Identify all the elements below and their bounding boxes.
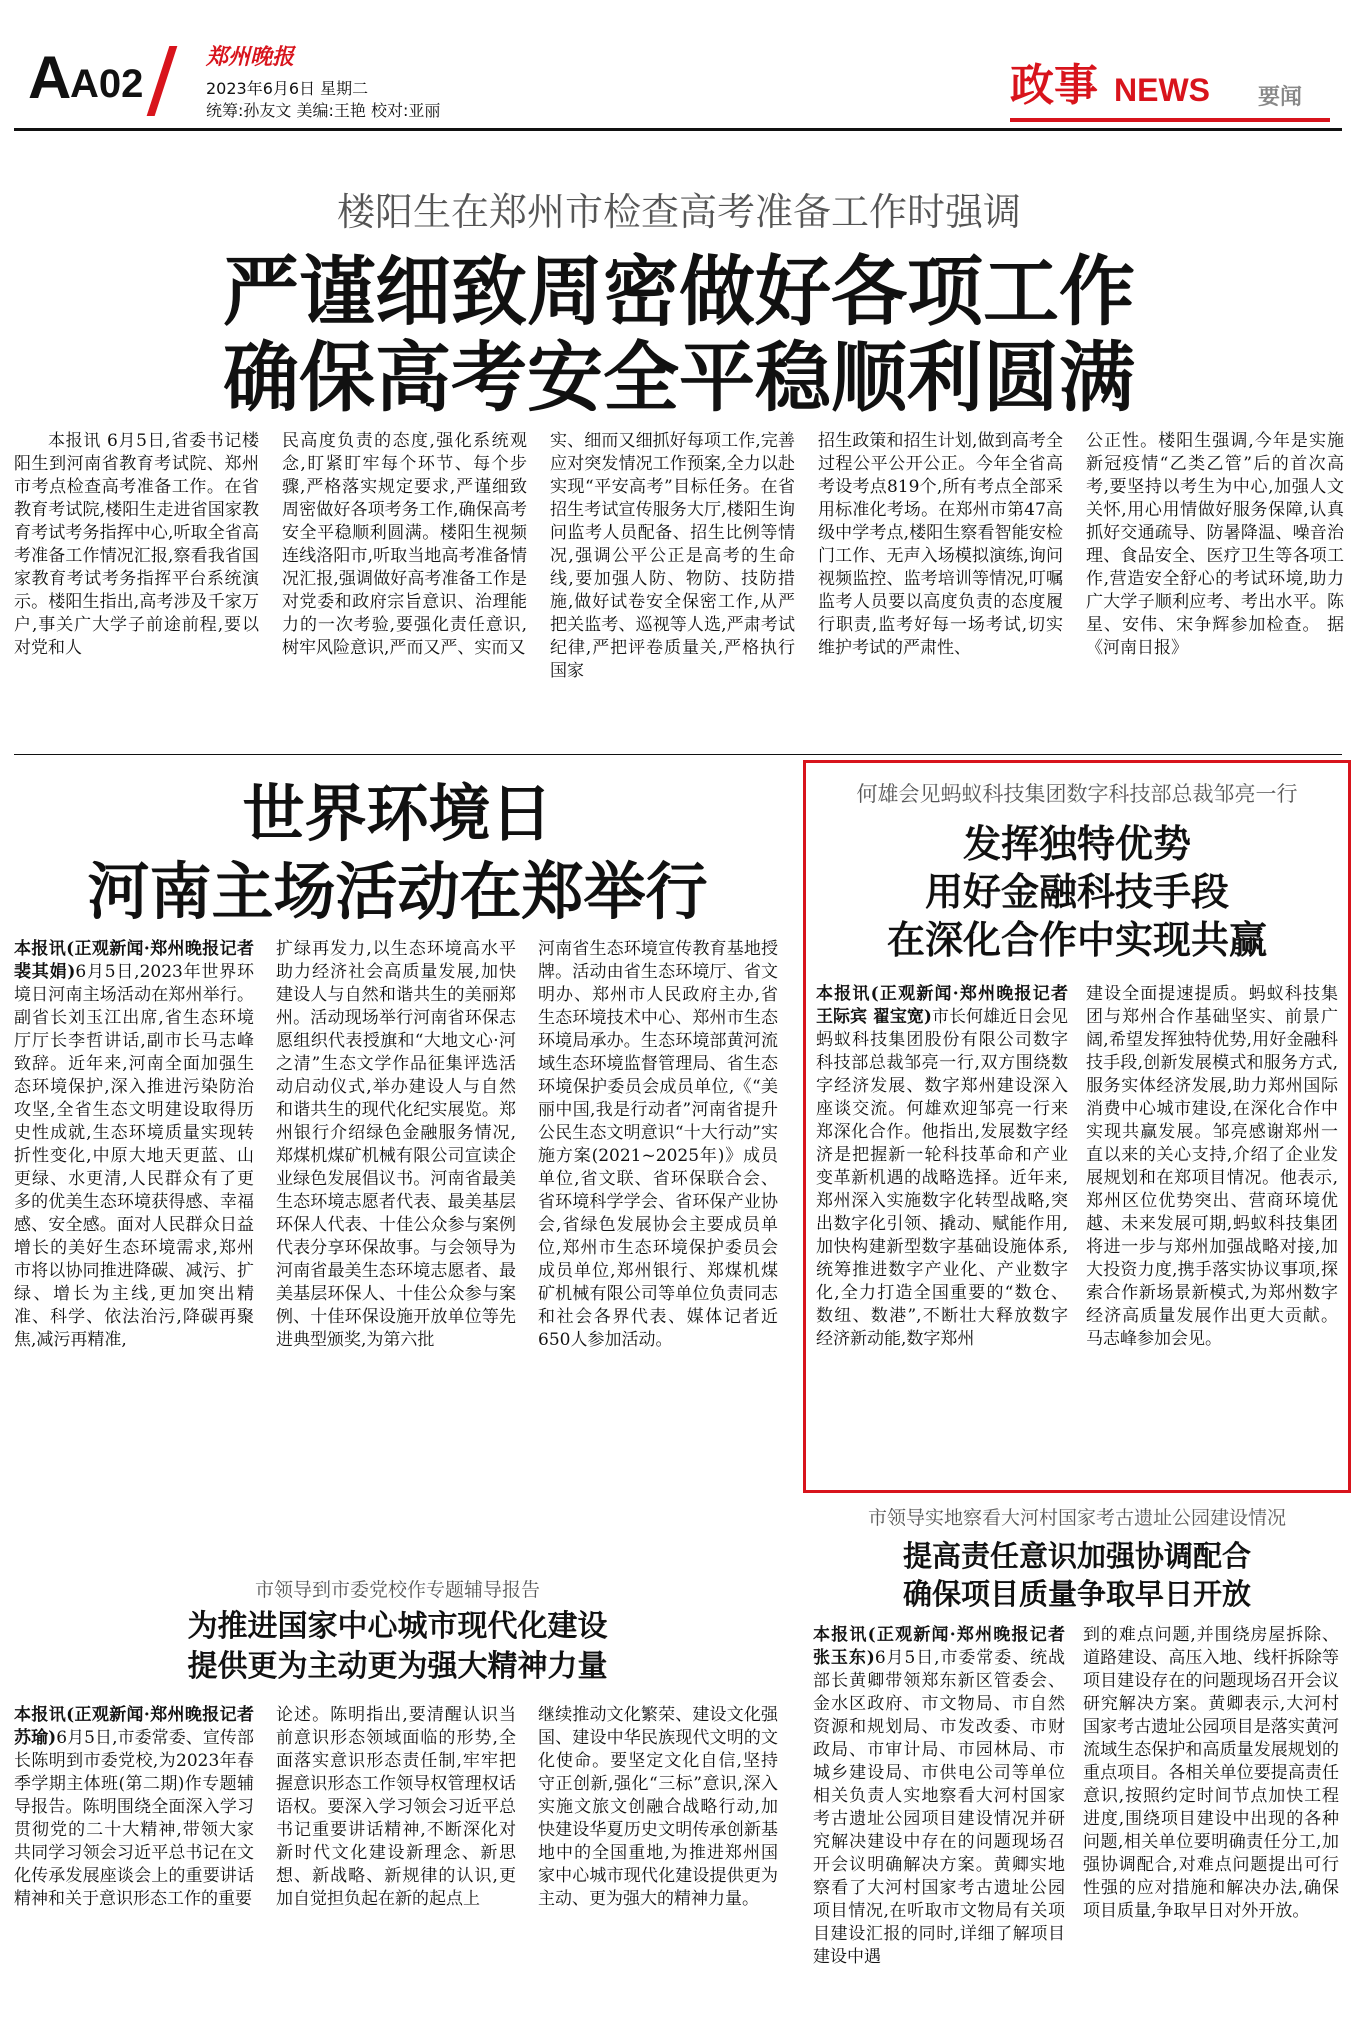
article-column (550, 430, 795, 752)
section-tab (1010, 58, 1330, 122)
issue-date: 2023年6月6日 星期二 (206, 79, 369, 98)
article-column (538, 938, 778, 1528)
article-body: 实、细而又细抓好每项工作,完善应对突发情况工作预案,全力以赴实现“平安高考”目标任务。在省招生考试宣传服务大厅,楼阳生询问监考人员配备、招生比例等情况,强调公平公正是高考的生命线,要加强人防、物防、技防措施,做好试卷安全保密工作,从严把关监考、巡视等人选,严肃考试纪律,严把评卷质量关,严格执行国家 (550, 431, 795, 681)
article-column (1083, 1624, 1339, 2034)
article-column (14, 1704, 254, 2029)
article-body: 本报讯 6月5日,省委书记楼阳生到河南省教育考试院、郑州市考点检查高考准备工作。在省教育考试院,楼阳生走进省国家教育考试考务指挥中心,听取全省高考准备工作情况汇报,察看我省国家教育考试考务指挥平台系统演示。楼阳生指出,高考涉及千家万户,事关广大学子前途前程,要以对党和人 (14, 431, 259, 658)
article-body: 河南省生态环境宣传教育基地授牌。活动由省生态环境厅、省文明办、郑州市人民政府主办,省生态环境技术中心、郑州市生态环境局承办。生态环境部黄河流域生态环境监督管理局、省生态环境保护委员会成员单位,《“美丽中国,我是行动者”河南省提升公民生态文明意识“十大行动”实施方案(2021~2025年)》成员单位,省文联、省环保联合会、省环境科学学会、省环保产业协会,省绿色发展协会主要成员单位,郑州市生态环境保护委员会成员单位,郑州银行、郑煤机煤矿机械有限公司等单位负责同志和社会各界代表、媒体记者近650人参加活动。 (538, 939, 778, 1350)
article-body: 建设全面提速提质。蚂蚁科技集团与郑州合作基础坚实、前景广阔,希望发挥独特优势,用好金融科技手段,创新发展模式和服务方式,服务实体经济发展,助力郑州国际消费中心城市建设,在深化合作中实现共赢发展。邹亮感谢郑州一直以来的关心支持,介绍了企业发展规划和在郑项目情况。他表示,郑州区位优势突出、营商环境优越、未来发展可期,蚂蚁科技集团将进一步与郑州加强战略对接,加大投资力度,携手落实协议事项,探索合作新场景新模式,为郑州数字经济高质量发展作出更大贡献。马志峰参加会见。 (1086, 984, 1338, 1349)
article-column (816, 983, 1068, 1483)
article-column (1086, 983, 1338, 1483)
article-dahecun (803, 1500, 1351, 2041)
article-ant-group-box (803, 760, 1351, 1493)
article-headline-line2: 确保项目质量争取早日开放 (902, 1577, 1251, 1611)
article-column (282, 430, 527, 752)
article-gaokao (0, 132, 1358, 762)
section-title-cn: 政事 (1010, 60, 1098, 111)
article-body: 扩绿再发力,以生态环境高水平助力经济社会高质量发展,加快建设人与自然和谐共生的美丽郑州。活动现场举行河南省环保志愿组织代表授旗和“大地文心·河之清”生态文学作品征集评选活动启动仪式,举办建设人与自然和谐共生的现代化纪实展览。郑州银行介绍绿色金融服务情况,郑煤机煤矿机械有限公司宣读企业绿色发展倡议书。河南省最美生态环境志愿者代表、最美基层环保人代表、十佳公众参与案例代表分享环保故事。与会领导为河南省最美生态环境志愿者、最美基层环保人、十佳公众参与案例、十佳环保设施开放单位等先进典型颁奖,为第六批 (276, 939, 516, 1350)
article-byline: 本报讯(正观新闻·郑州晚报记者 裴其娟) (14, 939, 254, 982)
article-column (538, 1704, 778, 2029)
masthead-rule (14, 128, 1342, 131)
article-headline-line3: 在深化合作中实现共赢 (886, 918, 1267, 962)
article-kicker: 楼阳生在郑州市检查高考准备工作时强调 (336, 190, 1021, 234)
article-column (276, 1704, 516, 2029)
article-headline-line1: 世界环境日 (242, 777, 553, 850)
article-headline-line2: 确保高考安全平稳顺利圆满 (223, 333, 1135, 422)
section-title-en: NEWS (1114, 72, 1210, 108)
article-environment-day (0, 756, 795, 1536)
article-body: 论述。陈明指出,要清醒认识当前意识形态领域面临的形势,全面落实意识形态责任制,牢牢把握意识形态工作领导权管理权话语权。要深入学习领会习近平总书记重要讲话精神,不断深化对新时代文化建设新理念、新思想、新战略、新规律的认识,更加自觉担负起在新的起点上 (276, 1705, 516, 1909)
article-byline: 本报讯(正观新闻·郑州晚报记者 苏瑜) (14, 1705, 254, 1748)
article-party-school (0, 1562, 795, 2041)
article-byline: 本报讯(正观新闻·郑州晚报记者 张玉东) (813, 1625, 1065, 1668)
masthead (0, 0, 1358, 130)
paper-name-logo: 郑州晚报 (206, 44, 295, 70)
article-headline-line2: 提供更为主动更为强大精神力量 (187, 1649, 608, 1684)
article-kicker: 市领导到市委党校作专题辅导报告 (254, 1579, 540, 1601)
article-column (14, 430, 259, 752)
divider (14, 754, 1342, 755)
article-headline-line1: 为推进国家中心城市现代化建设 (187, 1609, 608, 1644)
article-body: 6月5日,2023年世界环境日河南主场活动在郑州举行。副省长刘玉江出席,省生态环境厅厅长李哲讲话,副市长马志峰致辞。近年来,河南全面加强生态环境保护,深入推进污染防治攻坚,全省生态文明建设取得历史性成就,生态环境质量实现转折性变化,中原大地天更蓝、山更绿、水更清,人民群众有了更多的优美生态环境获得感、幸福感、安全感。面对人民群众日益增长的美好生态环境需求,郑州市将以协同推进降碳、减污、扩绿、增长为主线,更加突出精准、科学、依法治污,降碳再聚焦,减污再精准, (14, 962, 254, 1350)
page-code: A02 (70, 62, 144, 106)
article-body: 6月5日,市委常委、宣传部长陈明到市委党校,为2023年春季学期主体班(第二期)作专题辅导报告。陈明围绕全面深入学习贯彻党的二十大精神,带领大家共同学习领会习近平总书记在文化传承发展座谈会上的重要讲话精神和关于意识形态工作的重要 (14, 1728, 254, 1909)
article-body: 市长何雄近日会见蚂蚁科技集团股份有限公司数字科技部总裁邹亮一行,双方围绕数字经济发展、数字郑州建设深入座谈交流。何雄欢迎邹亮一行来郑深化合作。他指出,发展数字经济是把握新一轮科技革命和产业变革新机遇的战略选择。近年来,郑州深入实施数字化转型战略,突出数字化引领、撬动、赋能作用,加快构建新型数字基础设施体系,统筹推进数字产业化、产业数字化,全力打造全国重要的“数仓、数纽、数港”,不断壮大释放数字经济新动能,数字郑州 (816, 1007, 1068, 1349)
article-headline-line2: 用好金融科技手段 (924, 870, 1229, 914)
article-body: 6月5日,市委常委、统战部长黄卿带领郑东新区管委会、金水区政府、市文物局、市自然资源和规划局、市发改委、市财政局、市审计局、市园林局、市城乡建设局、市供电公司等单位相关负责人实地察看大河村国家考古遗址公园项目建设情况并研究解决建设中存在的问题现场召开会议明确解决方案。黄卿实地察看了大河村国家考古遗址公园项目情况,在听取市文物局有关项目建设汇报的同时,详细了解项目建设中遇 (813, 1648, 1065, 1967)
article-kicker: 何雄会见蚂蚁科技集团数字科技部总裁邹亮一行 (856, 782, 1298, 806)
section-subtitle: 要闻 (1258, 85, 1303, 110)
article-body: 继续推动文化繁荣、建设文化强国、建设中华民族现代文明的文化使命。要坚定文化自信,坚持守正创新,强化“三标”意识,深入实施文旅文创融合战略行动,加快建设华夏历史文明传承创新基地中的全国重地,为推进郑州国家中心城市现代化建设提供更为主动、更为强大的精神力量。 (538, 1705, 778, 1909)
article-column (818, 430, 1063, 752)
article-column (276, 938, 516, 1528)
credits: 统筹:孙友文 美编:王艳 校对:亚丽 (206, 101, 441, 120)
article-kicker: 市领导实地察看大河村国家考古遗址公园建设情况 (867, 1507, 1286, 1529)
article-body: 民高度负责的态度,强化系统观念,盯紧盯牢每个环节、每个步骤,严格落实规定要求,严谨细致周密做好各项考务工作,确保高考安全平稳顺利圆满。楼阳生视频连线洛阳市,听取当地高考准备情况汇报,强调做好高考准备工作是对党委和政府宗旨意识、治理能力的一次考验,要强化责任意识,树牢风险意识,严而又严、实而又 (282, 431, 527, 658)
masthead-slash (147, 46, 178, 116)
article-body: 招生政策和招生计划,做到高考全过程公平公开公正。今年全省高考设考点819个,所有考点全部采用标准化考场。在郑州市第47高级中学考点,楼阳生察看智能安检门工作、无声入场模拟演练,询问视频监控、监考培训等情况,叮嘱监考人员要以高度负责的态度履行职责,监考好每一场考试,切实维护考试的严肃性、 (818, 431, 1063, 658)
article-byline: 本报讯(正观新闻·郑州晚报记者 王际宾 翟宝宽) (816, 984, 1068, 1027)
article-body: 到的难点问题,并围绕房屋拆除、道路建设、高压入地、线杆拆除等项目建设存在的问题现场召开会议研究解决方案。黄卿表示,大河村国家考古遗址公园项目是落实黄河流域生态保护和高质量发展规划的重点项目。各相关单位要提高责任意识,按照约定时间节点加快工程进度,围绕项目建设中出现的各种问题,相关单位要明确责任分工,加强协调配合,对难点问题提出可行性强的应对措施和解决办法,确保项目质量,争取早日对外开放。 (1083, 1625, 1339, 1921)
article-headline-line2: 河南主场活动在郑举行 (87, 855, 708, 928)
article-headline-line1: 严谨细致周密做好各项工作 (223, 247, 1135, 336)
article-headline-line1: 发挥独特优势 (962, 822, 1191, 866)
page-letter: A (28, 44, 72, 111)
article-column (14, 938, 254, 1528)
article-column (1086, 430, 1344, 752)
article-body: 公正性。楼阳生强调,今年是实施新冠疫情“乙类乙管”后的首次高考,要坚持以考生为中心,加强人文关怀,用心用情做好服务保障,认真抓好交通疏导、防暑降温、噪音治理、食品安全、医疗卫生等各项工作,营造安全舒心的考试环境,助力广大学子顺利应考、考出水平。陈星、安伟、宋争辉参加检查。 据《河南日报》 (1086, 431, 1344, 658)
article-headline-line1: 提高责任意识加强协调配合 (902, 1539, 1251, 1573)
article-column (813, 1624, 1065, 2034)
